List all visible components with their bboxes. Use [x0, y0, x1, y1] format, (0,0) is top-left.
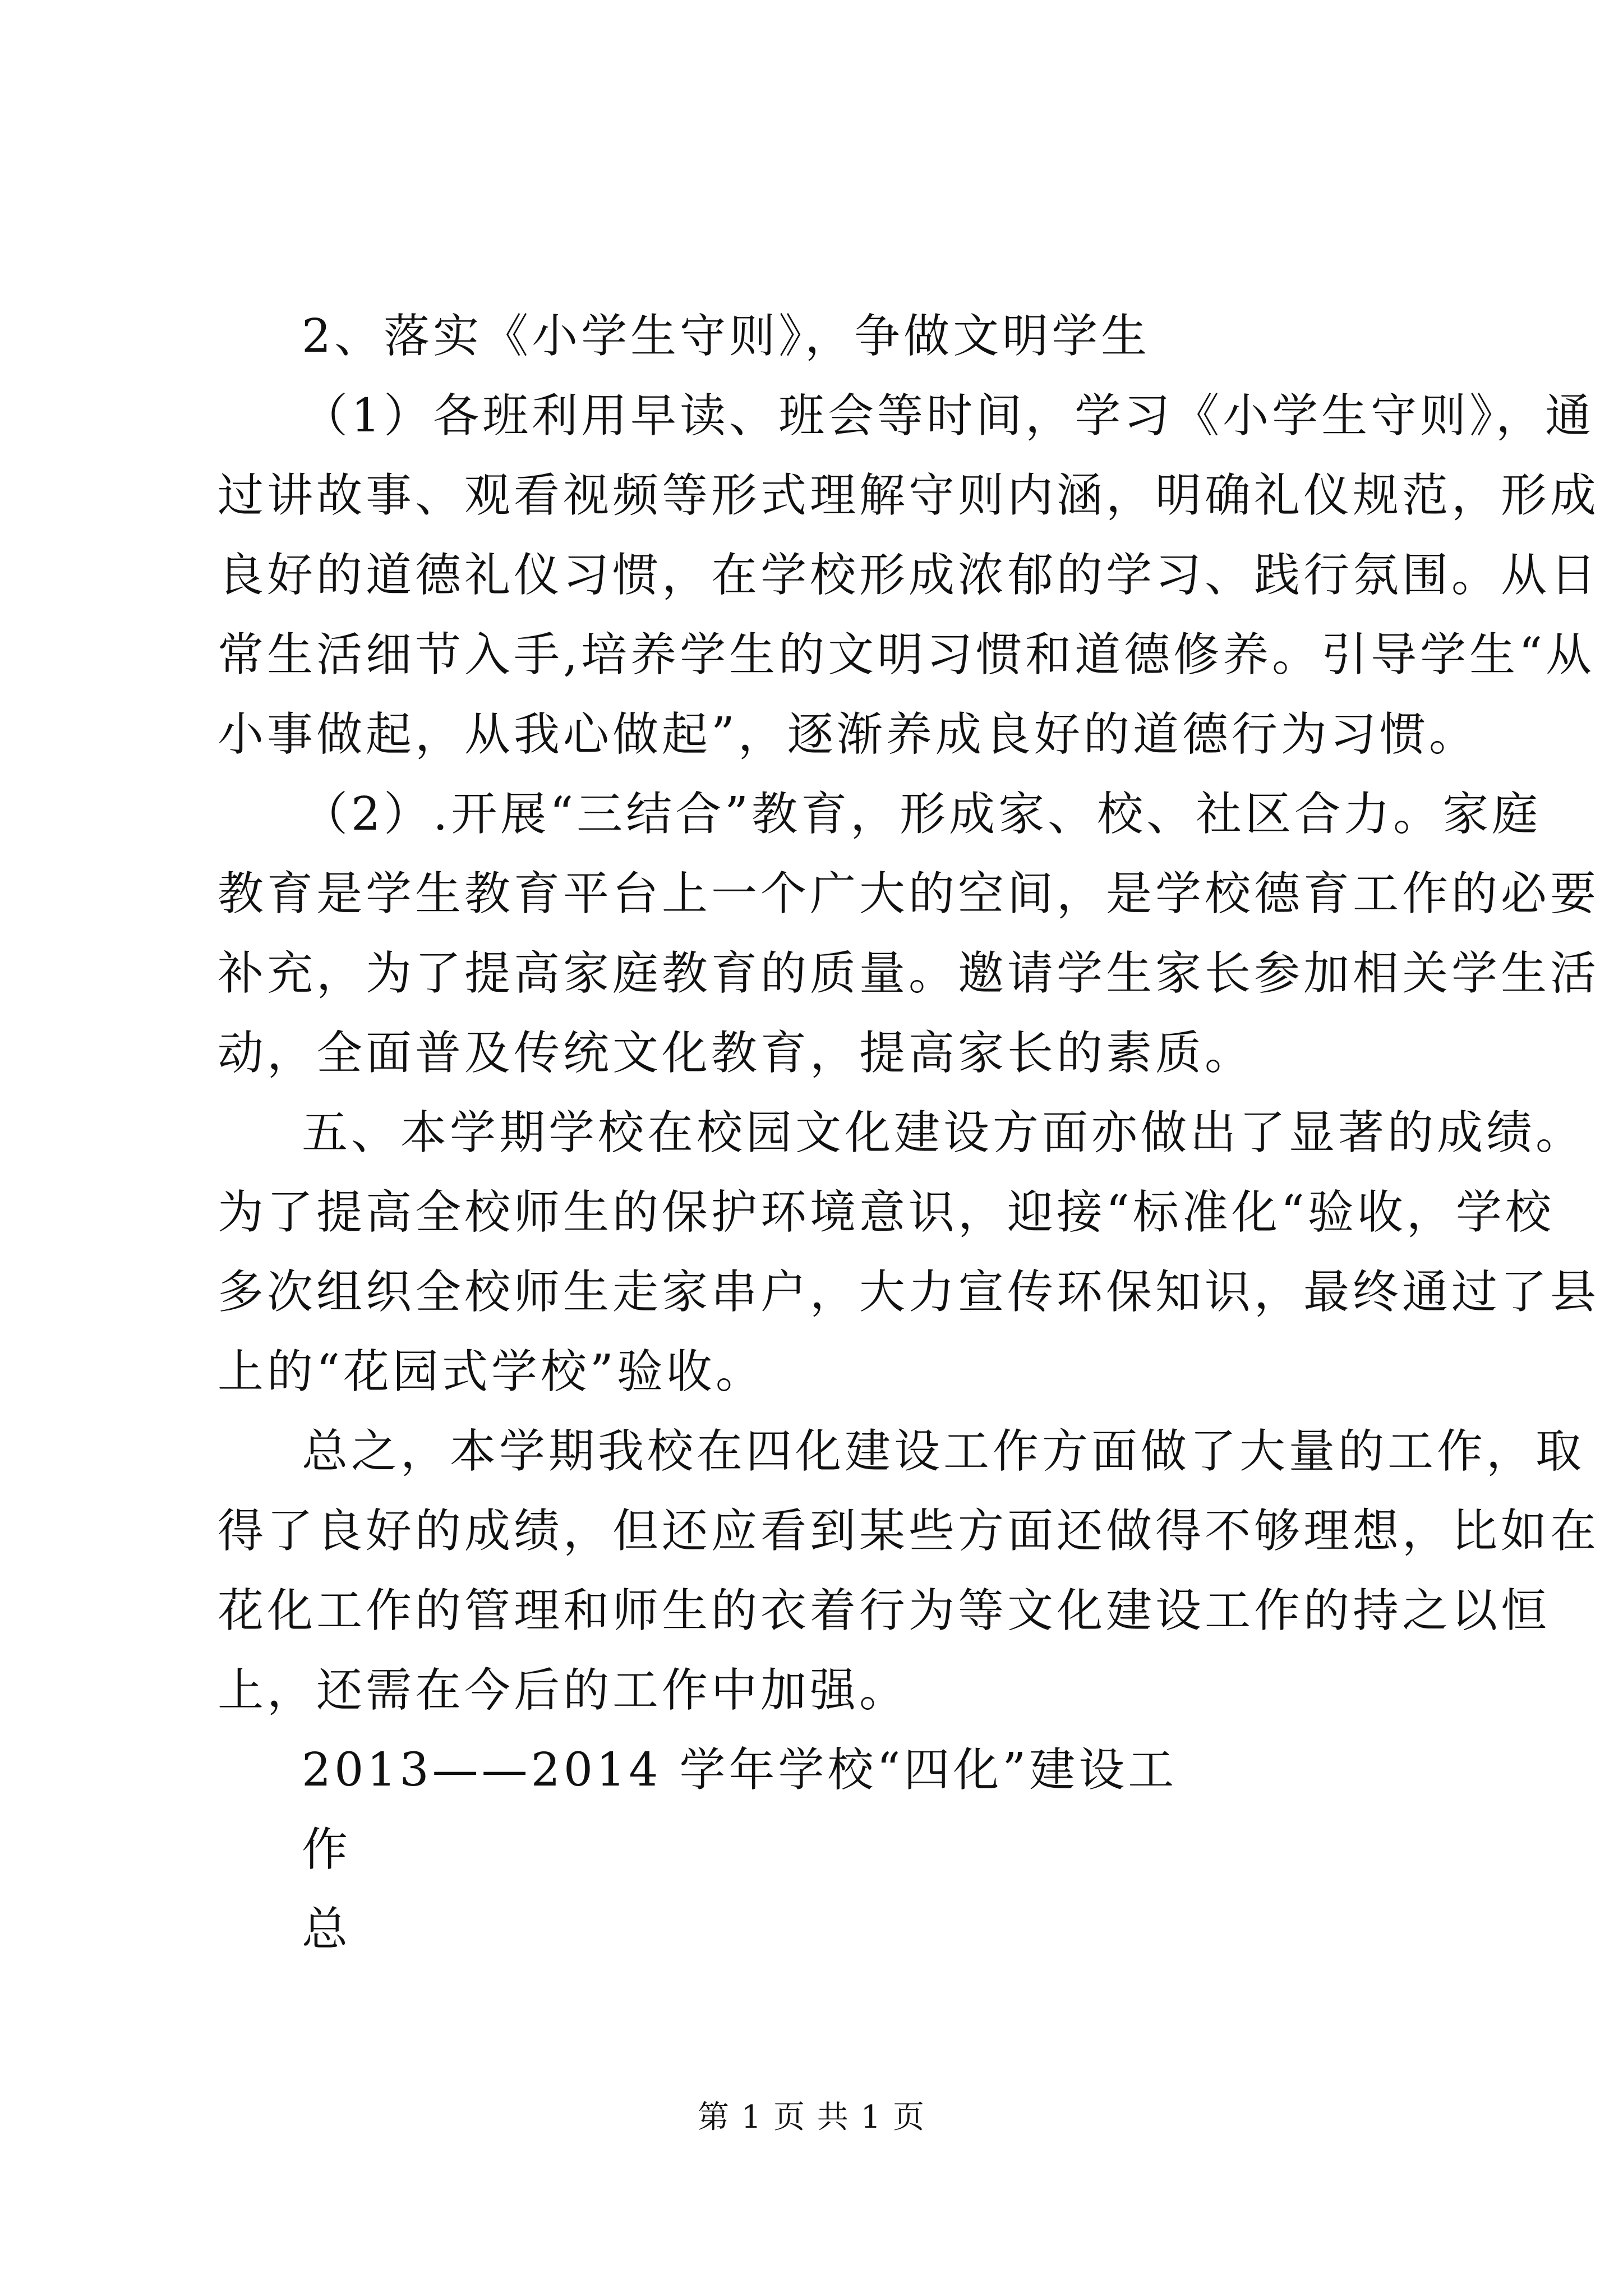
paragraph-line: 小事做起，从我心做起”，逐渐养成良好的道德行为习惯。	[218, 708, 1478, 761]
paragraph-line: 动，全面普及传统文化教育，提高家长的素质。	[218, 1027, 1255, 1080]
paragraph-line: 五、本学期学校在校园文化建设方面亦做出了显著的成绩。	[302, 1106, 1585, 1159]
title-line: 作	[302, 1823, 352, 1876]
paragraph-line: 多次组织全校师生走家串户，大力宣传环保知识，最终通过了县	[218, 1266, 1600, 1319]
paragraph-line: 常生活细节入手,培养学生的文明习惯和道德修养。引导学生“从	[218, 628, 1595, 682]
paragraph-line: 上，还需在今后的工作中加强。	[218, 1664, 909, 1717]
page-number-footer: 第 1 页 共 1 页	[697, 2099, 926, 2136]
paragraph-line: 过讲故事、观看视频等形式理解守则内涵，明确礼仪规范，形成	[218, 469, 1600, 522]
paragraph-line: （2）.开展“三结合”教育，形成家、校、社区合力。家庭	[302, 788, 1542, 841]
paragraph-line: 总之，本学期我校在四化建设工作方面做了大量的工作，取	[302, 1425, 1585, 1478]
paragraph-line: 花化工作的管理和师生的衣着行为等文化建设工作的持之以恒	[218, 1584, 1551, 1637]
title-line: 2013——2014 学年学校“四化”建设工	[302, 1743, 1178, 1797]
paragraph-line: 教育是学生教育平台上一个广大的空间，是学校德育工作的必要	[218, 867, 1600, 921]
paragraph-line: 良好的道德礼仪习惯，在学校形成浓郁的学习、践行氛围。从日	[218, 549, 1600, 602]
paragraph-line: 补充，为了提高家庭教育的质量。邀请学生家长参加相关学生活	[218, 947, 1600, 1000]
paragraph-line: 得了良好的成绩，但还应看到某些方面还做得不够理想，比如在	[218, 1504, 1600, 1558]
title-line: 总	[302, 1903, 352, 1956]
paragraph-line: 上的“花园式学校”验收。	[218, 1345, 765, 1398]
paragraph-line: （1）各班利用早读、班会等时间，学习《小学生守则》，通	[302, 389, 1595, 443]
paragraph-heading: 2、落实《小学生守则》，争做文明学生	[302, 310, 1151, 363]
paragraph-line: 为了提高全校师生的保护环境意识，迎接“标准化“验收，学校	[218, 1186, 1555, 1239]
